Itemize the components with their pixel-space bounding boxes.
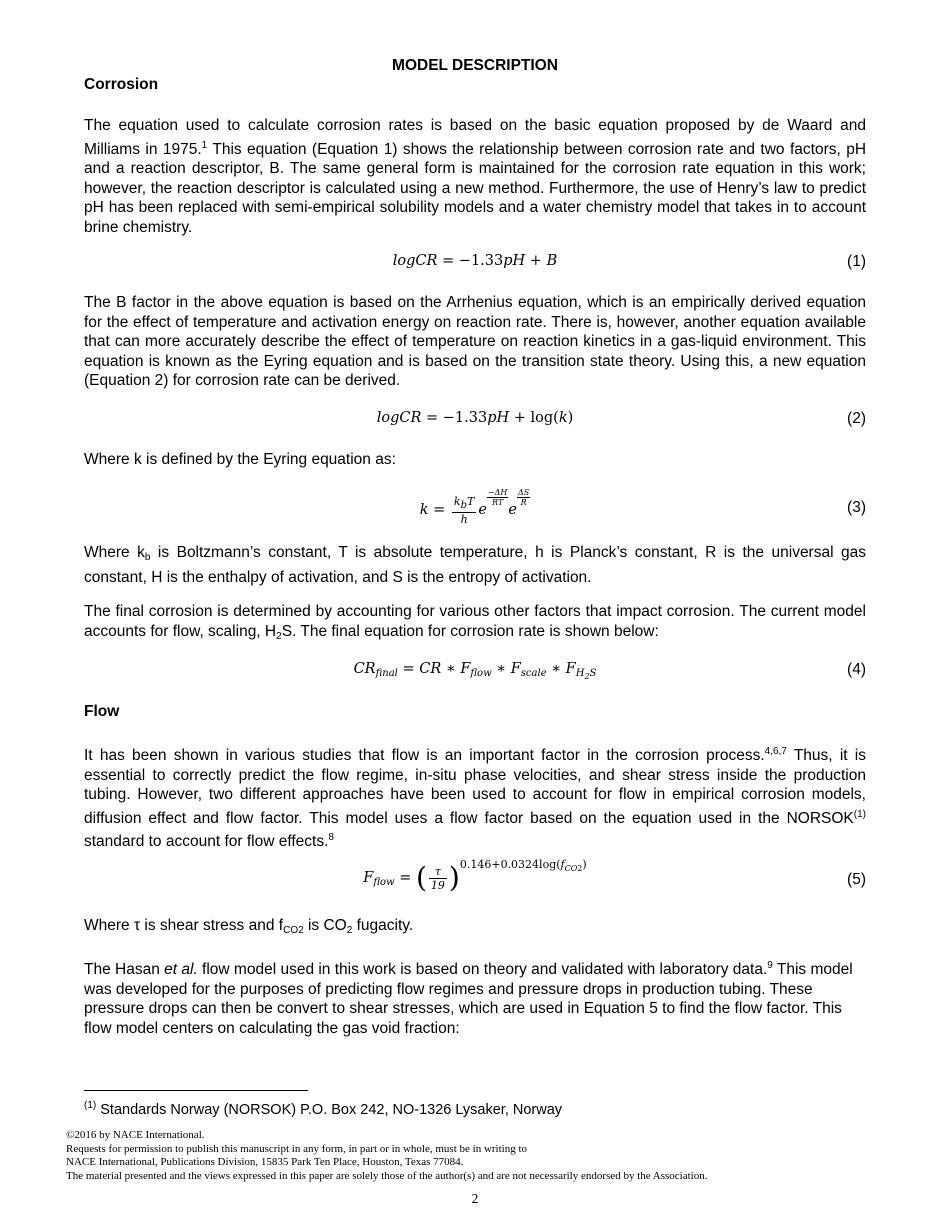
equation-1 <box>84 253 866 283</box>
paragraph-eyring-definitions: Where $k_b$ is Boltzmann’s constant, T is absolute temperature, h is Planck’s constant, R is the universal gas constant, H is the enthalpy of activation, and S is the entropy of activation. <box>84 544 867 586</box>
paragraph-final-corrosion: The final corrosion is determined by accounting for various other factors that impact corrosion. The current model accounts for flow, scaling, $H_2S$. The final equation for corrosion rate is shown below: <box>84 603 866 642</box>
permission-line: Requests for permission to publish this manuscript in any form, in part or in whole, must be in writing to <box>66 1142 528 1155</box>
copyright-line: ©2016 by NACE International. <box>66 1129 205 1141</box>
equation-3-number: (3) <box>847 499 866 516</box>
paragraph-hasan-model: The Hasan et al. flow model used in this work is based on theory and validated with laboratory data.$^9$ This model was developed for the purposes of predicting flow regimes and pressure drops in production tubing. These pressure drops can then be convert to shear stresses, which are used in Equation 5 to find the flow factor. This flow model centers on calculating the gas void fraction: <box>84 960 853 1037</box>
paragraph-flow-intro: It has been shown in various studies that flow is an important factor in the corrosion process.$^{4,6,7}$ Thus, it is essential to correctly predict the flow regime, in-situ phase velocities, and shear stress inside the production tubing. However, two different approaches have been used to account for flow in empirical corrosion models, diffusion effect and flow factor. This model uses a flow factor based on the equation used in the NORSOK$^{(1)}$ standard to account for flow effects.$^8$ <box>84 746 866 850</box>
page-title: MODEL DESCRIPTION <box>392 57 558 74</box>
paragraph-b-factor: The B factor in the above equation is based on the Arrhenius equation, which is an empirically derived equation for the effect of temperature and activation energy on reaction rate. There is, however, another equation available that can more accurately describe the effect of temperature on reaction kinetics in a gas-liquid environment. This equation is known as the Eyring equation and is based on the transition state theory. Using this, a new equation (Equation 2) for corrosion rate can be derived. <box>84 294 866 389</box>
equation-5-number: (5) <box>847 871 866 888</box>
equation-5 <box>84 856 866 900</box>
footnote: $^{(1)}$ Standards Norway (NORSOK) P.O. Box 242, NO-1326 Lysaker, Norway <box>84 1100 563 1118</box>
equation-5-formula: $F_{flow}$ = ( $\frac{\tau}{19}$ )$^{0.146+0.0324log(f_{CO2})}$ <box>363 858 587 894</box>
equation-4-formula: $CR_{final}$ = CR ∗ $F_{flow}$ ∗ $F_{scale}$ ∗ $F_{H_2S}$ <box>353 661 597 681</box>
equation-2-number: (2) <box>847 410 866 427</box>
equation-2-formula: logCR = −1.33pH + log(k) <box>376 410 574 426</box>
equation-4 <box>84 661 866 691</box>
equation-3-formula: k = $\frac{k_bT}{h}$ e $\frac{-\Delta H}{RT}$ e $\frac{\Delta S}{R}$ <box>419 488 530 526</box>
section-heading-corrosion: Corrosion <box>84 76 159 93</box>
equation-1-formula: logCR = −1.33pH + B <box>392 253 558 269</box>
footnote-divider <box>84 1090 308 1091</box>
paragraph-eyring-intro: Where k is defined by the Eyring equation as: <box>84 451 396 468</box>
equation-2 <box>84 410 866 440</box>
section-heading-flow: Flow <box>84 703 120 720</box>
equation-3 <box>84 488 866 528</box>
address-line: NACE International, Publications Division, 15835 Park Ten Place, Houston, Texas 77084. <box>66 1156 464 1169</box>
equation-4-number: (4) <box>847 661 866 678</box>
copyright-notice <box>66 1129 707 1183</box>
disclaimer-line: The material presented and the views expressed in this paper are solely those of the author(s) and are not necessarily endorsed by the Association. <box>66 1169 708 1182</box>
equation-1-number: (1) <box>847 253 866 270</box>
page-number: 2 <box>471 1191 479 1206</box>
paragraph-corrosion-intro: The equation used to calculate corrosion rates is based on the basic equation proposed by de Waard and Milliams in 1975.$^1$ This equation (Equation 1) shows the relationship between corrosion rate and two factors, pH and a reaction descriptor, B. The same general form is maintained for the corrosion rate equation in this work; however, the reaction descriptor is calculated using a new method. Furthermore, the use of Henry’s law to predict pH has been replaced with semi-empirical solubility models and a water chemistry model that takes in to account brine chemistry. <box>84 117 867 236</box>
paragraph-shear-definition: Where τ is shear stress and $f_{CO2}$ is $CO_2$ fugacity. <box>84 917 414 936</box>
